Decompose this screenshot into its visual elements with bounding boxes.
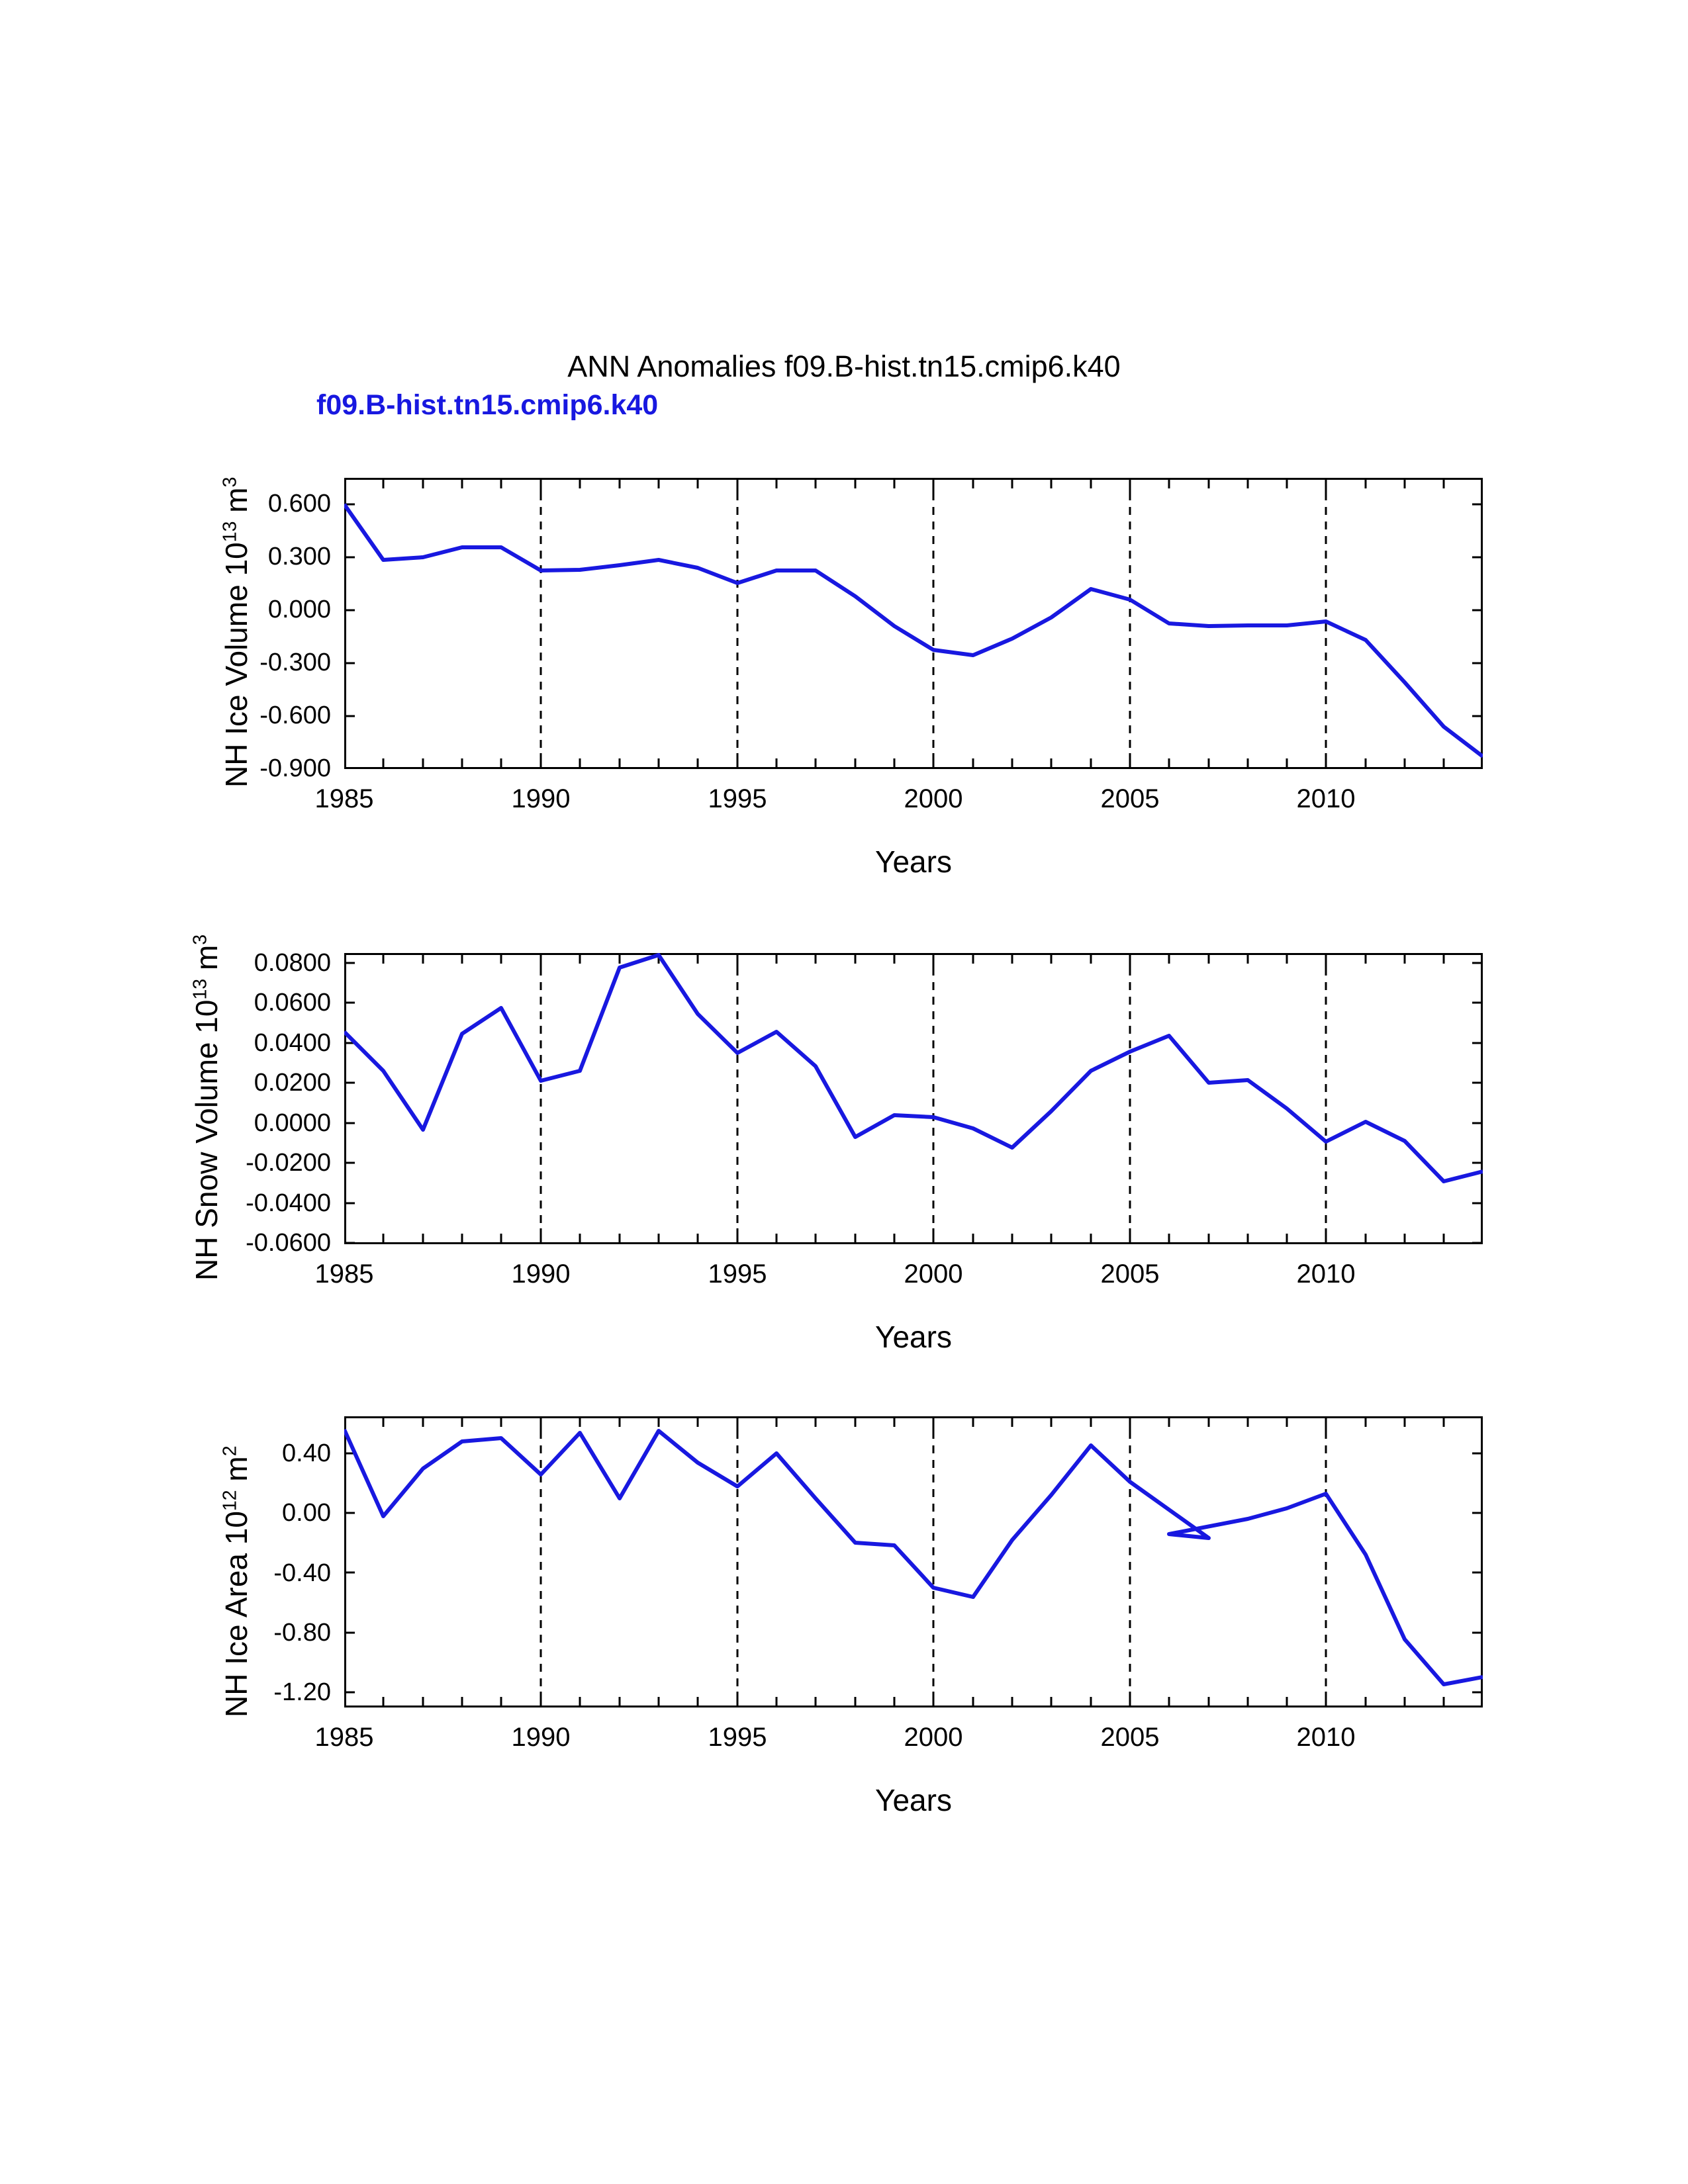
x-tick-label: 2000 bbox=[904, 1723, 963, 1752]
y-axis-units: m bbox=[189, 944, 224, 971]
y-tick-label: 0.600 bbox=[267, 490, 331, 518]
panel-nh-ice-volume bbox=[344, 478, 1483, 769]
y-axis-title bbox=[218, 477, 254, 788]
x-tick-label: 2010 bbox=[1296, 784, 1356, 813]
data-line-nh-snow-volume bbox=[344, 953, 1483, 1244]
y-tick-label: -0.0600 bbox=[246, 1229, 331, 1257]
y-tick-label: 0.300 bbox=[267, 543, 331, 570]
x-axis-title: Years bbox=[875, 1783, 952, 1817]
page-title: ANN Anomalies f09.B-hist.tn15.cmip6.k40 bbox=[567, 349, 1121, 383]
y-axis-units-exponent: 2 bbox=[219, 1445, 241, 1457]
y-tick-label: 0.00 bbox=[282, 1499, 331, 1527]
y-axis-units: m bbox=[219, 487, 254, 513]
x-axis-title: Years bbox=[875, 844, 952, 879]
x-tick-label: 1990 bbox=[511, 1259, 571, 1289]
x-tick-label: 1995 bbox=[708, 1723, 767, 1752]
x-tick-label: 2000 bbox=[904, 1259, 963, 1289]
x-tick-label: 1985 bbox=[314, 1723, 374, 1752]
x-axis-title: Years bbox=[875, 1320, 952, 1354]
y-tick-label: -1.20 bbox=[273, 1678, 331, 1706]
y-tick-label: -0.0200 bbox=[246, 1149, 331, 1177]
x-tick-label: 2005 bbox=[1100, 1723, 1160, 1752]
x-tick-label: 2005 bbox=[1100, 1259, 1160, 1289]
x-tick-label: 1990 bbox=[511, 784, 571, 813]
y-axis-title-text: NH Ice Volume 10 bbox=[219, 542, 254, 788]
x-tick-label: 2000 bbox=[904, 784, 963, 813]
panel-nh-ice-area bbox=[344, 1416, 1483, 1707]
y-tick-label: 0.0200 bbox=[254, 1069, 331, 1097]
y-axis-units-exponent: 3 bbox=[219, 477, 241, 488]
y-tick-label: 0.0000 bbox=[254, 1109, 331, 1137]
x-tick-label: 1990 bbox=[511, 1723, 571, 1752]
x-tick-label: 1995 bbox=[708, 784, 767, 813]
y-axis-title-text: NH Snow Volume 10 bbox=[189, 999, 224, 1281]
data-line-nh-ice-area bbox=[344, 1416, 1483, 1707]
x-tick-label: 2010 bbox=[1296, 1259, 1356, 1289]
y-tick-label: 0.40 bbox=[282, 1439, 331, 1467]
x-tick-label: 1995 bbox=[708, 1259, 767, 1289]
y-tick-label: 0.000 bbox=[267, 596, 331, 623]
panel-nh-snow-volume bbox=[344, 953, 1483, 1244]
y-tick-label: -0.40 bbox=[273, 1559, 331, 1587]
data-line-nh-ice-volume bbox=[344, 478, 1483, 769]
y-tick-label: 0.0400 bbox=[254, 1029, 331, 1057]
y-axis-title bbox=[218, 1445, 254, 1717]
y-axis-exponent: 12 bbox=[219, 1490, 241, 1512]
y-axis-units: m bbox=[219, 1456, 254, 1482]
y-tick-label: -0.900 bbox=[259, 754, 331, 782]
x-tick-label: 2005 bbox=[1100, 784, 1160, 813]
y-axis-units-exponent: 3 bbox=[189, 934, 211, 945]
case-name-label: f09.B-hist.tn15.cmip6.k40 bbox=[316, 389, 659, 421]
y-tick-label: 0.0800 bbox=[254, 949, 331, 977]
y-axis-exponent: 13 bbox=[189, 978, 211, 1000]
y-axis-title bbox=[189, 934, 224, 1281]
x-tick-label: 2010 bbox=[1296, 1723, 1356, 1752]
y-tick-label: -0.0400 bbox=[246, 1189, 331, 1217]
y-axis-title-text: NH Ice Area 10 bbox=[219, 1511, 254, 1717]
y-tick-label: 0.0600 bbox=[254, 989, 331, 1017]
y-tick-label: -0.300 bbox=[259, 649, 331, 676]
x-tick-label: 1985 bbox=[314, 1259, 374, 1289]
y-axis-exponent: 13 bbox=[219, 521, 241, 543]
x-tick-label: 1985 bbox=[314, 784, 374, 813]
y-tick-label: -0.600 bbox=[259, 702, 331, 729]
y-tick-label: -0.80 bbox=[273, 1619, 331, 1647]
